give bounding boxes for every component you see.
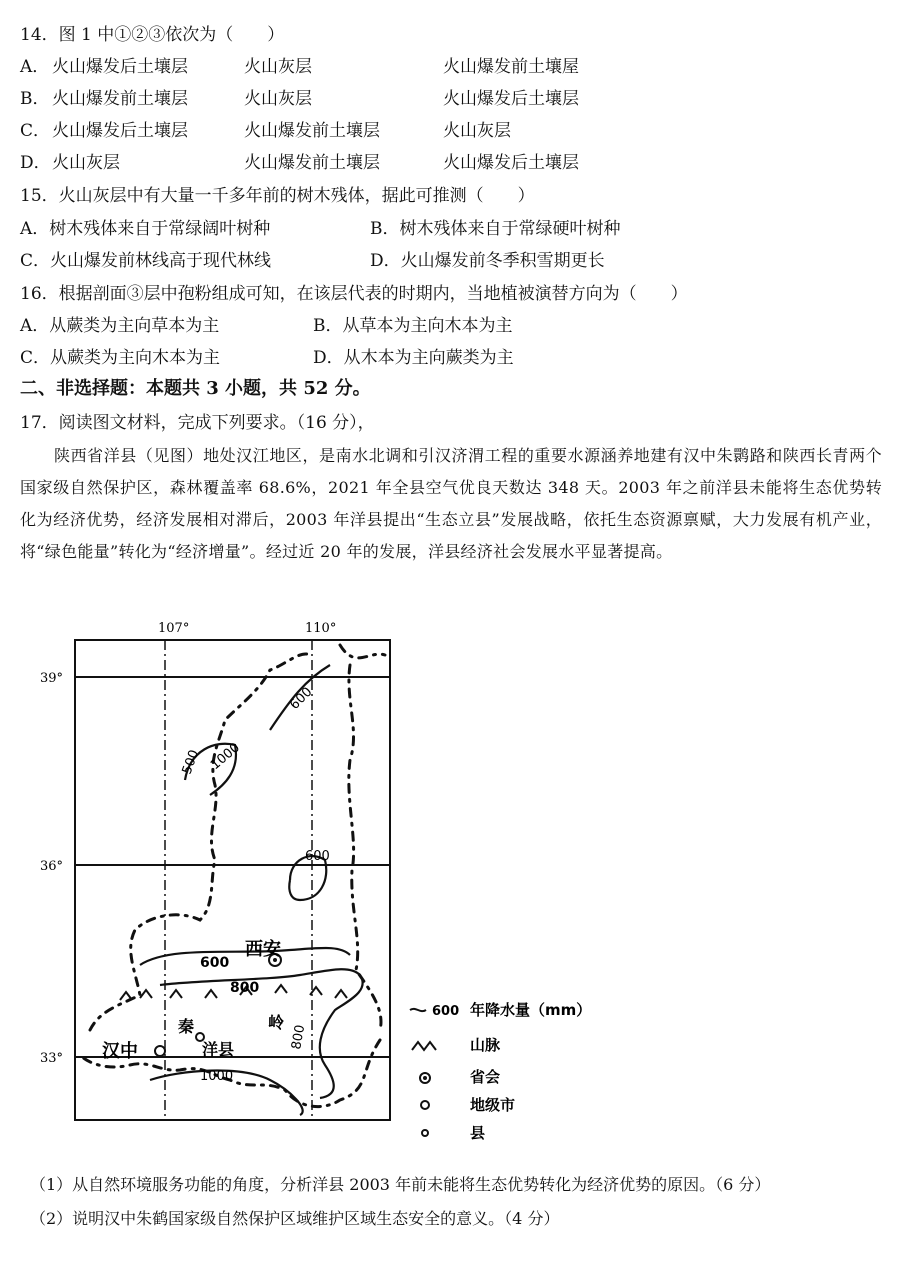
legend-capital-dot: [423, 1076, 427, 1080]
q15-option-b: B．树木残体来自于常绿硬叶树种: [370, 219, 621, 239]
q16-stem: 16．根据剖面③层中孢粉组成可知，在该层代表的时期内，当地植被演替方向为（ ）: [20, 284, 688, 304]
q16-option-d: D．从木本为主向蕨类为主: [313, 348, 514, 368]
place-yangxian: 洋县: [202, 1040, 235, 1059]
option-col1: 火山爆发后土壤层: [52, 57, 188, 77]
city-hanzhong-marker: [155, 1046, 165, 1056]
q16-option-b: B．从草本为主向木本为主: [313, 316, 513, 336]
legend-label-mountain: 山脉: [470, 1036, 501, 1054]
option-col1: 火山爆发前土壤层: [52, 89, 188, 109]
lat-label-39: 39°: [40, 671, 64, 686]
option-letter: A．: [20, 57, 50, 77]
isohyet-label: 800: [230, 980, 260, 996]
option-letter: D．: [20, 153, 51, 173]
q15-stem: 15．火山灰层中有大量一千多年前的树木残体，据此可推测（ ）: [20, 186, 535, 206]
legend-isohyet-value: 600: [432, 1004, 460, 1019]
q15-option-d: D．火山爆发前冬季积雪期更长: [370, 251, 605, 271]
place-qin: 秦: [178, 1017, 195, 1036]
option-col3: 火山灰层: [443, 121, 511, 141]
legend-mountain-symbol: [412, 1042, 436, 1050]
isohyet-label: 600: [200, 955, 230, 971]
legend-county-symbol: [422, 1130, 428, 1136]
isohyet-label: 600: [287, 684, 316, 713]
province-border: [80, 645, 385, 1107]
isohyet-label: 600: [305, 849, 330, 864]
option-letter: C．: [20, 121, 51, 141]
q15-option-c: C．火山爆发前林线高于现代林线: [20, 251, 272, 271]
option-col2: 火山灰层: [244, 57, 312, 77]
legend-label-precip: 年降水量（mm）: [470, 1001, 592, 1019]
legend-label-capital: 省会: [470, 1068, 501, 1086]
q14-stem: 14．图 1 中①②③依次为（ ）: [20, 25, 285, 45]
isohyet-label: 500: [179, 747, 203, 777]
option-letter: B．: [20, 89, 50, 109]
legend-label-city: 地级市: [470, 1096, 516, 1114]
option-col2: 火山爆发前土壤层: [244, 121, 380, 141]
lat-label-33: 33°: [40, 1051, 64, 1066]
legend-label-county: 县: [470, 1124, 486, 1142]
isohyet-label: 800: [289, 1023, 309, 1051]
option-col3: 火山爆发后土壤层: [443, 153, 579, 173]
map-figure: [40, 610, 640, 1155]
option-col2: 火山灰层: [244, 89, 312, 109]
place-ling: 岭: [268, 1013, 285, 1032]
option-col1: 火山爆发后土壤层: [52, 121, 188, 141]
isohyet-label: 1000: [207, 740, 243, 774]
option-col3: 火山爆发前土壤屋: [443, 57, 579, 77]
place-xian: 西安: [245, 939, 281, 960]
lon-label-107: 107°: [158, 621, 190, 636]
isohyet-label: 1000: [200, 1069, 234, 1084]
q17-stem: 17．阅读图文材料，完成下列要求。（16 分），: [20, 413, 375, 433]
q17-passage: 陕西省洋县（见图）地处汉江地区，是南水北调和引汉济渭工程的重要水源涵养地建有汉中朱鹮路和陕西长青两个国家级自然保护区，森林覆盖率 68.6%，2021 年全县空气优良天数达 348 天。2003 年之前洋县未能将生态优势转化为经济优势，经济发展相对滞后，2003 年洋县提出“生态立县”发展战略，依托生态资源禀赋，大力发展有机产业，将“绿色能量”转化为“经济增量”。经过近 20 年的发展，洋县经济社会发展水平显著提高。: [20, 446, 882, 561]
option-col1: 火山灰层: [52, 153, 120, 173]
q17-sub2: （2）说明汉中朱鹤国家级自然保护区域维护区域生态安全的意义。（4 分）: [30, 1209, 560, 1228]
q16-option-a: A．从蕨类为主向草本为主: [20, 316, 220, 336]
lon-label-110: 110°: [305, 621, 337, 636]
option-col2: 火山爆发前土壤层: [244, 153, 380, 173]
legend-isohyet-symbol: [410, 1009, 426, 1011]
q16-option-c: C．从蕨类为主向木本为主: [20, 348, 221, 368]
legend-city-symbol: [421, 1101, 429, 1109]
section-heading: 二、非选择题：本题共 3 小题，共 52 分。: [20, 378, 371, 399]
q15-option-a: A．树木残体来自于常绿阔叶树种: [20, 219, 271, 239]
lat-label-36: 36°: [40, 859, 64, 874]
option-col3: 火山爆发后土壤层: [443, 89, 579, 109]
q17-sub1: （1）从自然环境服务功能的角度，分析洋县 2003 年前未能将生态优势转化为经济优势的原因。（6 分）: [30, 1175, 771, 1194]
place-hanzhong: 汉中: [102, 1041, 138, 1062]
